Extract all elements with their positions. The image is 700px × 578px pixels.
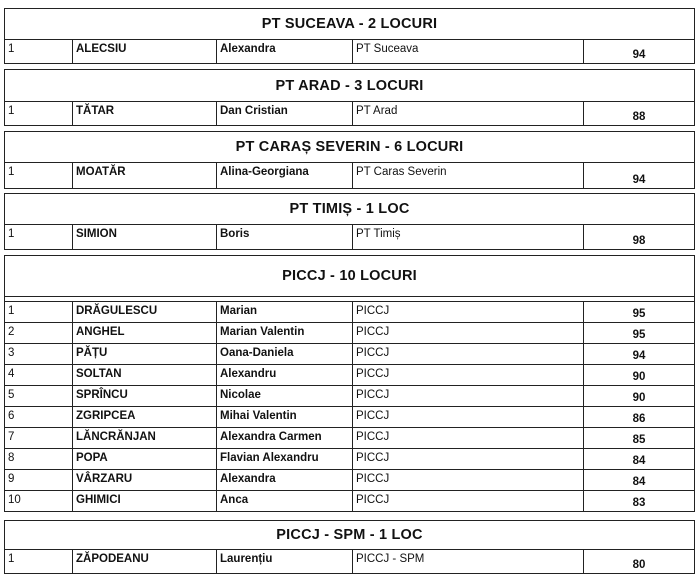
row-number: 8 — [5, 449, 73, 469]
score: 94 — [632, 174, 646, 186]
row-number: 6 — [5, 407, 73, 427]
last-name: TĂTAR — [73, 102, 217, 125]
unit-name: PICCJ — [353, 323, 584, 343]
first-name: Mihai Valentin — [217, 407, 353, 427]
last-name: ALECSIU — [73, 40, 217, 63]
table-row — [4, 302, 695, 323]
row-number: 1 — [5, 225, 73, 249]
table-row — [4, 550, 695, 574]
table-row — [4, 491, 695, 512]
unit-name: PT Suceava — [353, 40, 584, 63]
table-row — [4, 225, 695, 250]
table-row — [4, 386, 695, 407]
table-row — [4, 449, 695, 470]
last-name: MOATĂR — [73, 163, 217, 188]
table-row — [4, 428, 695, 449]
last-name: SIMION — [73, 225, 217, 249]
row-number: 1 — [5, 163, 73, 188]
last-name: ZĂPODEANU — [73, 550, 217, 573]
unit-name: PICCJ — [353, 407, 584, 427]
score: 94 — [632, 350, 646, 362]
section-header: PT SUCEAVA - 2 LOCURI — [4, 8, 695, 40]
score: 95 — [632, 329, 646, 341]
section-header: PT TIMIȘ - 1 LOC — [4, 193, 695, 225]
first-name: Alina-Georgiana — [217, 163, 353, 188]
unit-name: PICCJ — [353, 491, 584, 511]
row-number: 1 — [5, 102, 73, 125]
last-name: PĂȚU — [73, 344, 217, 364]
row-number: 4 — [5, 365, 73, 385]
score: 84 — [632, 455, 646, 467]
score: 84 — [632, 476, 646, 488]
score: 86 — [632, 413, 646, 425]
row-number: 3 — [5, 344, 73, 364]
section-header: PICCJ - SPM - 1 LOC — [4, 520, 695, 550]
table-row — [4, 344, 695, 365]
score: 90 — [632, 371, 646, 383]
first-name: Flavian Alexandru — [217, 449, 353, 469]
last-name: ANGHEL — [73, 323, 217, 343]
first-name: Alexandra Carmen — [217, 428, 353, 448]
row-number: 10 — [5, 491, 73, 511]
unit-name: PT Arad — [353, 102, 584, 125]
first-name: Oana-Daniela — [217, 344, 353, 364]
first-name: Marian Valentin — [217, 323, 353, 343]
unit-name: PT Caras Severin — [353, 163, 584, 188]
table-row — [4, 470, 695, 491]
unit-name: PICCJ — [353, 365, 584, 385]
section-header: PT ARAD - 3 LOCURI — [4, 69, 695, 102]
unit-name: PICCJ — [353, 344, 584, 364]
row-number: 1 — [5, 40, 73, 63]
first-name: Marian — [217, 302, 353, 322]
score: 85 — [632, 434, 646, 446]
unit-name: PICCJ - SPM — [353, 550, 584, 573]
first-name: Alexandru — [217, 365, 353, 385]
score: 83 — [632, 497, 646, 509]
last-name: LĂNCRĂNJAN — [73, 428, 217, 448]
row-number: 1 — [5, 302, 73, 322]
row-number: 2 — [5, 323, 73, 343]
table-row — [4, 102, 695, 126]
first-name: Boris — [217, 225, 353, 249]
unit-name: PICCJ — [353, 470, 584, 490]
last-name: POPA — [73, 449, 217, 469]
unit-name: PICCJ — [353, 428, 584, 448]
row-number: 5 — [5, 386, 73, 406]
unit-name: PT Timiș — [353, 225, 584, 249]
section-header: PICCJ - 10 LOCURI — [4, 255, 695, 297]
first-name: Anca — [217, 491, 353, 511]
first-name: Dan Cristian — [217, 102, 353, 125]
unit-name: PICCJ — [353, 302, 584, 322]
row-number: 1 — [5, 550, 73, 573]
last-name: SPRÎNCU — [73, 386, 217, 406]
row-number: 9 — [5, 470, 73, 490]
last-name: VÂRZARU — [73, 470, 217, 490]
score: 90 — [632, 392, 646, 404]
first-name: Alexandra — [217, 470, 353, 490]
last-name: GHIMICI — [73, 491, 217, 511]
unit-name: PICCJ — [353, 449, 584, 469]
row-number: 7 — [5, 428, 73, 448]
first-name: Alexandra — [217, 40, 353, 63]
score: 80 — [632, 559, 646, 571]
first-name: Laurențiu — [217, 550, 353, 573]
first-name: Nicolae — [217, 386, 353, 406]
score: 95 — [632, 308, 646, 320]
score: 94 — [632, 49, 646, 61]
last-name: SOLTAN — [73, 365, 217, 385]
table-row — [4, 407, 695, 428]
table-row — [4, 40, 695, 64]
section-header: PT CARAȘ SEVERIN - 6 LOCURI — [4, 131, 695, 163]
table-row — [4, 323, 695, 344]
score: 88 — [632, 111, 646, 123]
table-row — [4, 365, 695, 386]
last-name: ZGRIPCEA — [73, 407, 217, 427]
score: 98 — [632, 235, 646, 247]
unit-name: PICCJ — [353, 386, 584, 406]
last-name: DRĂGULESCU — [73, 302, 217, 322]
table-row — [4, 163, 695, 189]
